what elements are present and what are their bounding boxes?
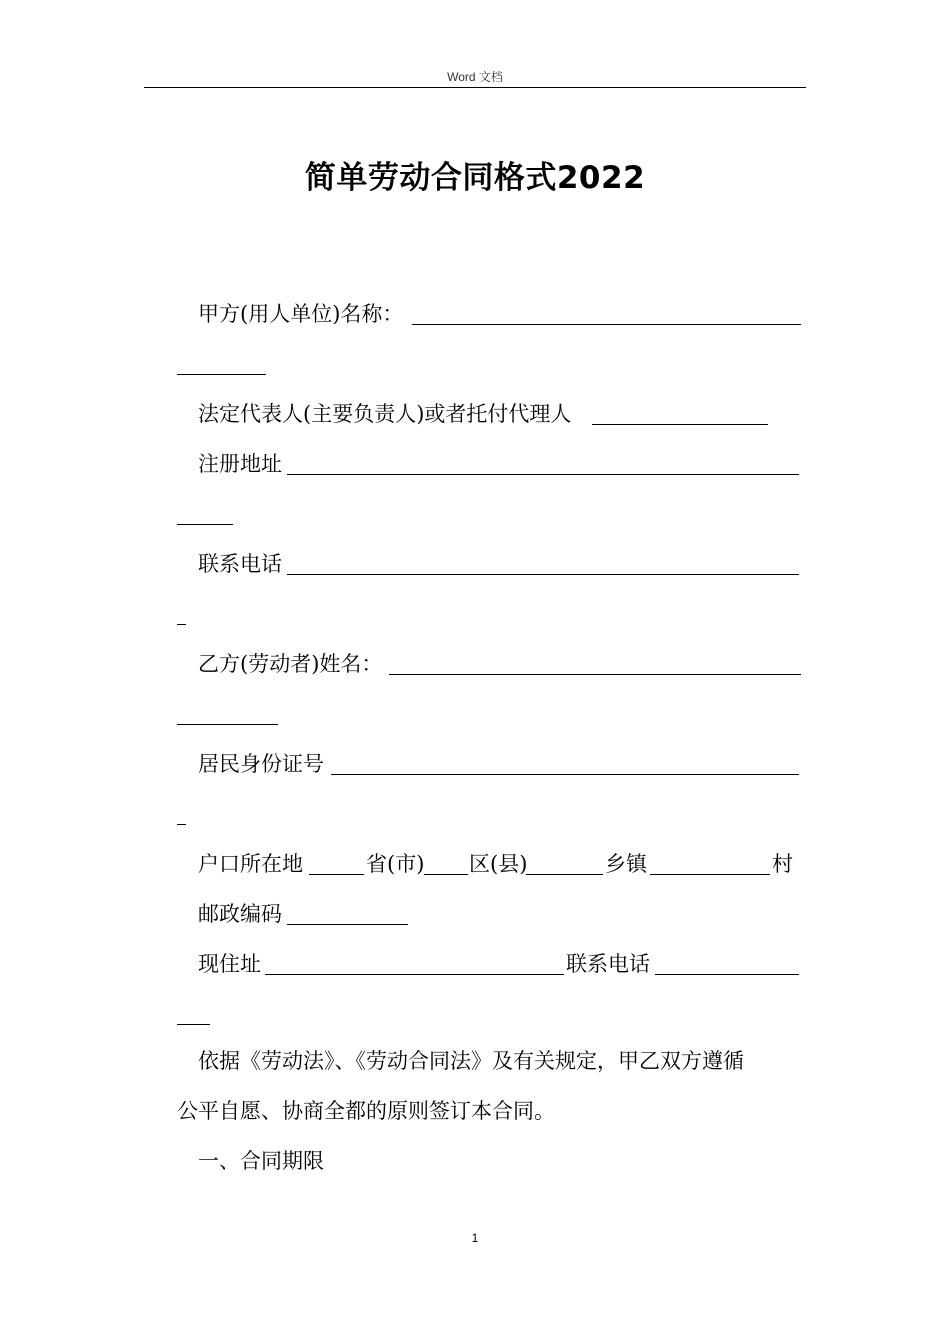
household-township-label: 乡镇 [605, 852, 647, 876]
section-heading-contract-term: 一、合同期限 [198, 1149, 324, 1173]
party-b-name-label: 乙方(劳动者)姓名： [198, 652, 383, 676]
household-province-label: 省(市) [366, 852, 425, 876]
household-district-blank[interactable] [424, 874, 468, 875]
id-number-label: 居民身份证号 [198, 752, 324, 776]
postcode-label: 邮政编码 [198, 902, 282, 926]
household-village-blank[interactable] [650, 874, 770, 875]
id-number-blank[interactable] [331, 774, 799, 775]
party-b-name-blank[interactable] [389, 674, 801, 675]
contact-phone-b-row-cont [0, 996, 950, 1032]
current-address-label: 现住址 [198, 952, 261, 976]
basis-text-line1: 依据《劳动法》、《劳动合同法》及有关规定，甲乙双方遵循 [198, 1049, 744, 1073]
basis-text-line2: 公平自愿、协商全都的原则签订本合同。 [177, 1099, 555, 1123]
party-b-name-blank-cont[interactable] [177, 724, 278, 725]
party-b-name-row [0, 646, 950, 682]
party-b-name-row-cont [0, 696, 950, 732]
current-address-row [0, 946, 950, 982]
section-heading-row [0, 1143, 950, 1179]
household-row [0, 846, 950, 882]
party-a-name-row-cont [0, 346, 950, 382]
page-number: 1 [471, 1231, 479, 1245]
party-a-name-row [0, 296, 950, 332]
contact-phone-b-blank[interactable] [655, 974, 799, 975]
basis-paragraph-line1 [0, 1043, 950, 1079]
household-label: 户口所在地 [198, 852, 303, 876]
contact-phone-a-row [0, 546, 950, 582]
legal-rep-label: 法定代表人(主要负责人)或者托付代理人 [198, 402, 572, 426]
id-number-row-cont [0, 796, 950, 832]
legal-rep-blank[interactable] [592, 424, 768, 425]
party-a-name-label: 甲方(用人单位)名称： [198, 302, 404, 326]
reg-address-row [0, 446, 950, 482]
reg-address-label: 注册地址 [198, 452, 282, 476]
household-district-label: 区(县) [469, 852, 528, 876]
id-number-blank-cont[interactable] [177, 824, 186, 825]
postcode-row [0, 896, 950, 932]
contact-phone-a-blank-cont[interactable] [177, 624, 186, 625]
id-number-row [0, 746, 950, 782]
contact-phone-a-blank[interactable] [287, 574, 799, 575]
contact-phone-a-row-cont [0, 596, 950, 632]
contact-phone-b-label: 联系电话 [566, 952, 650, 976]
household-township-blank[interactable] [526, 874, 603, 875]
reg-address-row-cont [0, 496, 950, 532]
contact-phone-b-blank-cont[interactable] [177, 1024, 210, 1025]
party-a-name-blank-cont[interactable] [177, 374, 266, 375]
legal-rep-row [0, 396, 950, 432]
reg-address-blank-cont[interactable] [177, 524, 233, 525]
contact-phone-a-label: 联系电话 [198, 552, 282, 576]
household-village-label: 村 [772, 852, 793, 876]
postcode-blank[interactable] [287, 924, 408, 925]
reg-address-blank[interactable] [287, 474, 799, 475]
household-province-blank[interactable] [309, 874, 364, 875]
page-header: Word 文档 [447, 70, 503, 84]
basis-paragraph-line2 [0, 1093, 950, 1129]
document-title: 简单劳动合同格式2022 [304, 160, 646, 196]
current-address-blank[interactable] [265, 974, 564, 975]
header-divider [144, 87, 806, 88]
party-a-name-blank[interactable] [412, 324, 801, 325]
